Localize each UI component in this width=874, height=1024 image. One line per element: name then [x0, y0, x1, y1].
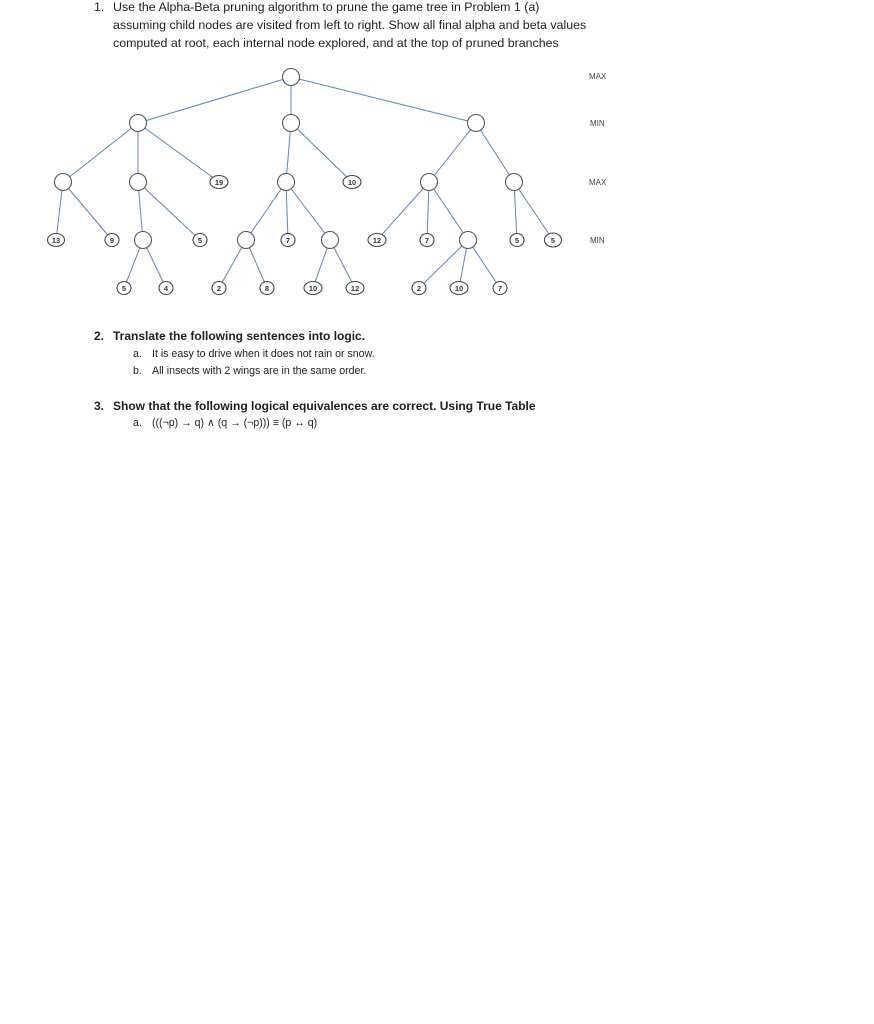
game-tree-diagram [0, 60, 874, 310]
tree-edge [291, 77, 476, 123]
leaf-value: 2 [416, 283, 422, 293]
min-node [238, 232, 255, 249]
level-labels [589, 72, 607, 245]
leaf-value: 10 [347, 177, 357, 187]
leaf-value: 7 [424, 235, 430, 245]
problem-3-item-a-text: (((¬p) → q) ∧ (q → (¬p))) ≡ (p ↔ q) [152, 417, 318, 429]
tree-edge [138, 182, 200, 240]
tree-internal-nodes [55, 69, 523, 249]
problem-1-line-1: Use the Alpha-Beta pruning algorithm to prune the game tree in Problem 1 (a) [113, 0, 540, 14]
problem-2-item-b [133, 365, 366, 377]
leaf-node [212, 282, 226, 295]
problem-2-number: 2. [94, 329, 105, 343]
min-node [135, 232, 152, 249]
problem-2-title: Translate the following sentences into logic. [113, 329, 366, 343]
leaf-node [412, 282, 426, 295]
leaf-value: 13 [51, 235, 61, 245]
leaf-node [193, 234, 207, 247]
leaf-node [493, 282, 507, 295]
leaf-value: 12 [372, 235, 382, 245]
max-node [506, 174, 523, 191]
max-node [55, 174, 72, 191]
tree-edge [429, 123, 476, 182]
problem-3-heading [94, 399, 536, 413]
leaf-value: 10 [308, 283, 318, 293]
tree-edge [138, 77, 291, 123]
problem-2-item-b-label: b. [133, 365, 142, 377]
leaf-node [545, 233, 562, 247]
leaf-node [260, 282, 274, 295]
problem-3-title: Show that the following logical equivalences are correct. Using True Table [113, 399, 536, 413]
leaf-node [281, 234, 295, 247]
leaf-value: 5 [197, 235, 203, 245]
leaf-value: 2 [216, 283, 222, 293]
max-node [130, 174, 147, 191]
min-node [130, 115, 147, 132]
min-node [322, 232, 339, 249]
leaf-node [304, 282, 322, 295]
leaf-node [450, 282, 468, 295]
tree-edge [246, 182, 286, 240]
problem-3-item-a [133, 417, 317, 429]
root-max-node [283, 69, 300, 86]
leaf-value: 9 [109, 235, 115, 245]
min-node [283, 115, 300, 132]
tree-edge [286, 182, 330, 240]
level-label-max: MAX [589, 178, 607, 187]
tree-edge [476, 123, 514, 182]
problem-2-item-b-text: All insects with 2 wings are in the same order. [152, 365, 367, 377]
leaf-value: 8 [264, 283, 270, 293]
problem-3-item-a-label: a. [133, 417, 142, 429]
leaf-node [48, 234, 65, 247]
problem-1-line-2: assuming child nodes are visited from left to right. Show all final alpha and beta values [113, 18, 587, 32]
leaf-node [105, 234, 119, 247]
leaf-node [420, 234, 434, 247]
leaf-value: 10 [454, 283, 464, 293]
leaf-value: 7 [497, 283, 503, 293]
leaf-value: 7 [285, 235, 291, 245]
leaf-node [368, 234, 386, 247]
leaf-node [510, 234, 524, 247]
leaf-value: 12 [350, 283, 360, 293]
leaf-value: 19 [214, 177, 224, 187]
leaf-value: 5 [514, 235, 520, 245]
level-label-min: MIN [590, 236, 605, 245]
problem-1 [94, 0, 634, 52]
tree-leaf-nodes [48, 176, 562, 295]
problem-2-item-a [133, 348, 375, 360]
leaf-node [346, 282, 364, 295]
leaf-node [210, 176, 228, 189]
max-node [278, 174, 295, 191]
level-label-max: MAX [589, 72, 607, 81]
leaf-node [343, 176, 361, 189]
problem-2-heading [94, 329, 365, 343]
problem-1-number: 1. [94, 0, 105, 14]
tree-edge [138, 123, 219, 182]
tree-edge [377, 182, 429, 240]
problem-1-text [113, 0, 634, 52]
leaf-node [159, 282, 173, 295]
tree-edge [63, 182, 112, 240]
leaf-value: 4 [163, 283, 169, 293]
tree-edge [63, 123, 138, 182]
leaf-value: 5 [121, 283, 127, 293]
max-node [421, 174, 438, 191]
tree-edge [429, 182, 468, 240]
tree-edge [291, 123, 352, 182]
min-node [468, 115, 485, 132]
problem-2-item-a-text: It is easy to drive when it does not rain or snow. [152, 348, 375, 360]
problem-1-line-3: computed at root, each internal node explored, and at the top of pruned branches [113, 36, 559, 50]
leaf-node [117, 282, 131, 295]
tree-edge [514, 182, 553, 240]
leaf-value: 5 [550, 235, 556, 245]
problem-2-item-a-label: a. [133, 348, 142, 360]
level-label-min: MIN [590, 119, 605, 128]
min-node [460, 232, 477, 249]
problem-3-number: 3. [94, 399, 105, 413]
